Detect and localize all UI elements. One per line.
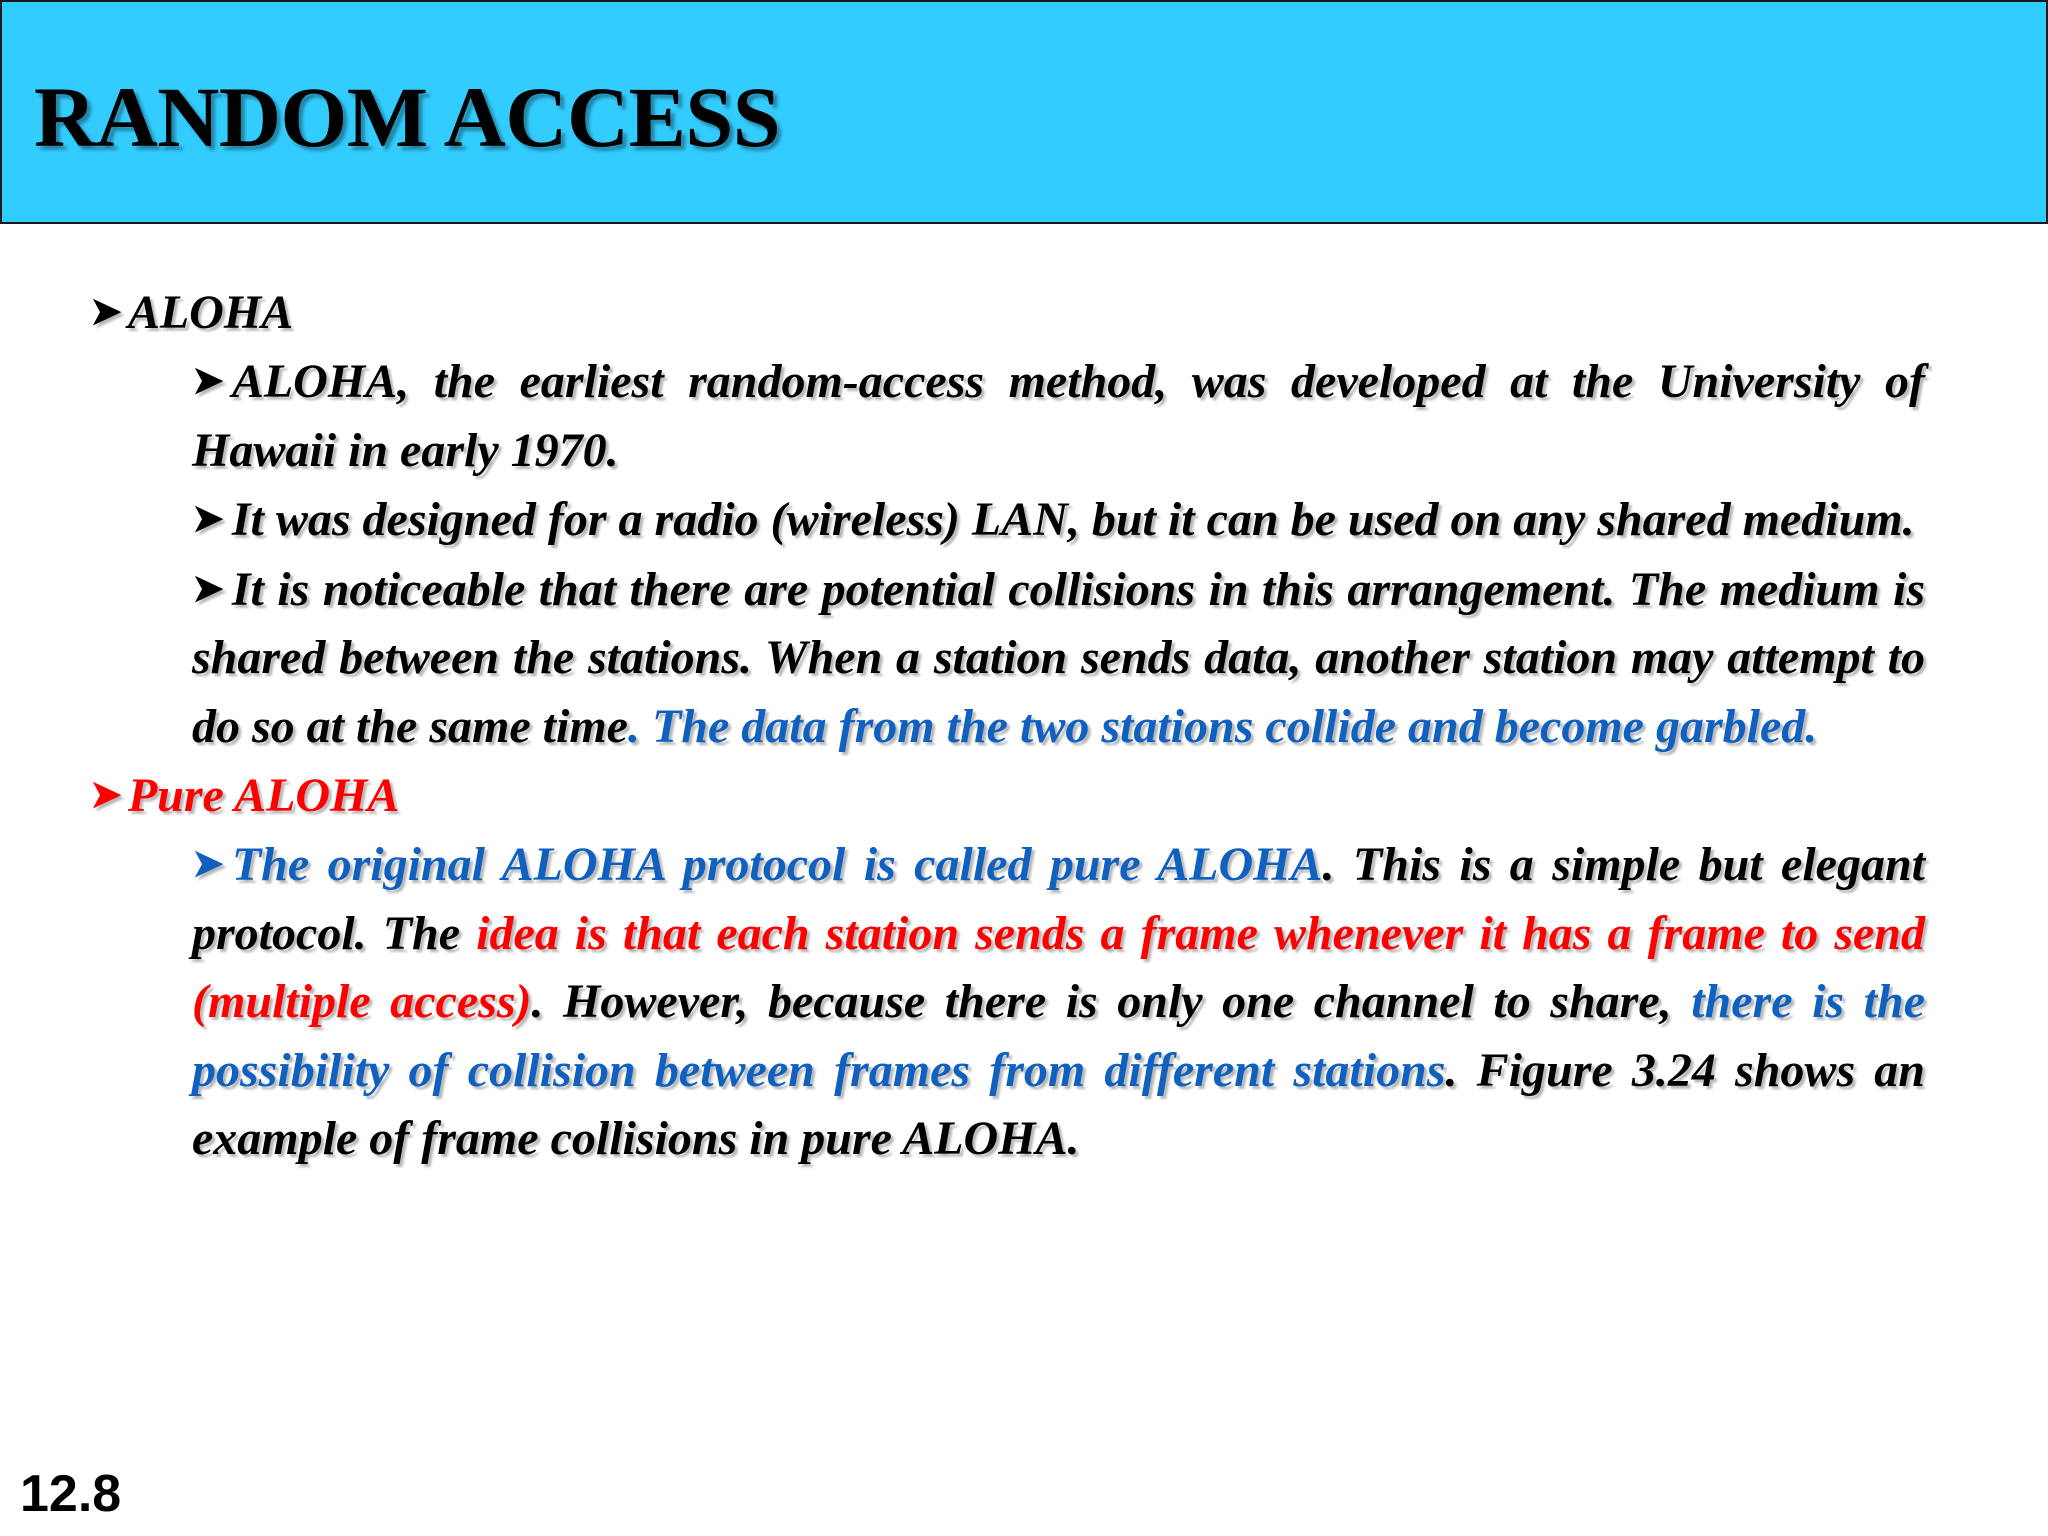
bullet-text: . This is a simple but elegant protocol. The <box>192 838 1925 960</box>
bullet-text-highlight-blue: The original ALOHA protocol is called pure ALOHA <box>231 838 1323 891</box>
bullet-arrow-icon: ➤ <box>192 567 224 610</box>
bullet-arrow-icon: ➤ <box>90 291 122 333</box>
slide-content <box>90 278 1925 1174</box>
bullet-arrow-icon: ➤ <box>90 774 122 816</box>
bullet-text: It is noticeable that there are potential collisions in this arrangement. The medium is shared between the stations. When a station sends data, another station may attempt to do so at the same time <box>192 562 1925 753</box>
section-heading-aloha <box>90 278 1925 347</box>
bullet-text: ALOHA, the earliest random-access method, was developed at the University of Hawaii in early 1970. <box>192 355 1925 477</box>
bullet-arrow-icon: ➤ <box>192 843 224 885</box>
slide-number: 12.8 <box>20 1465 122 1523</box>
bullet-text: . However, because there is only one channel to share, <box>531 975 1692 1028</box>
slide-title: RANDOM ACCESS <box>34 69 781 165</box>
bullet-aloha-origin <box>192 347 1925 485</box>
section-heading-pure-aloha <box>90 761 1925 830</box>
title-bar <box>0 0 2048 224</box>
section-heading-label: Pure ALOHA <box>127 769 400 822</box>
section-heading-label: ALOHA <box>127 286 294 339</box>
bullet-arrow-icon: ➤ <box>192 360 224 402</box>
bullet-text: . Figure 3.24 shows an example of frame collisions in pure ALOHA. <box>192 1043 1926 1165</box>
bullet-text-highlight-blue: there is the possibility of collision between frames from different stations <box>192 975 1926 1097</box>
bullet-text-highlight-red: idea is that each station sends a frame whenever it has a frame to send (multiple access) <box>192 906 1926 1028</box>
bullet-arrow-icon: ➤ <box>192 498 224 540</box>
bullet-aloha-collisions <box>192 555 1925 762</box>
bullet-text-highlight-blue: . The data from the two stations collide and become garbled. <box>627 699 1818 753</box>
bullet-aloha-design <box>192 485 1925 555</box>
bullet-pure-aloha-description <box>192 830 1925 1174</box>
bullet-text: It was designed for a radio (wireless) LAN, but it can be used on any shared medium. <box>231 493 1915 546</box>
